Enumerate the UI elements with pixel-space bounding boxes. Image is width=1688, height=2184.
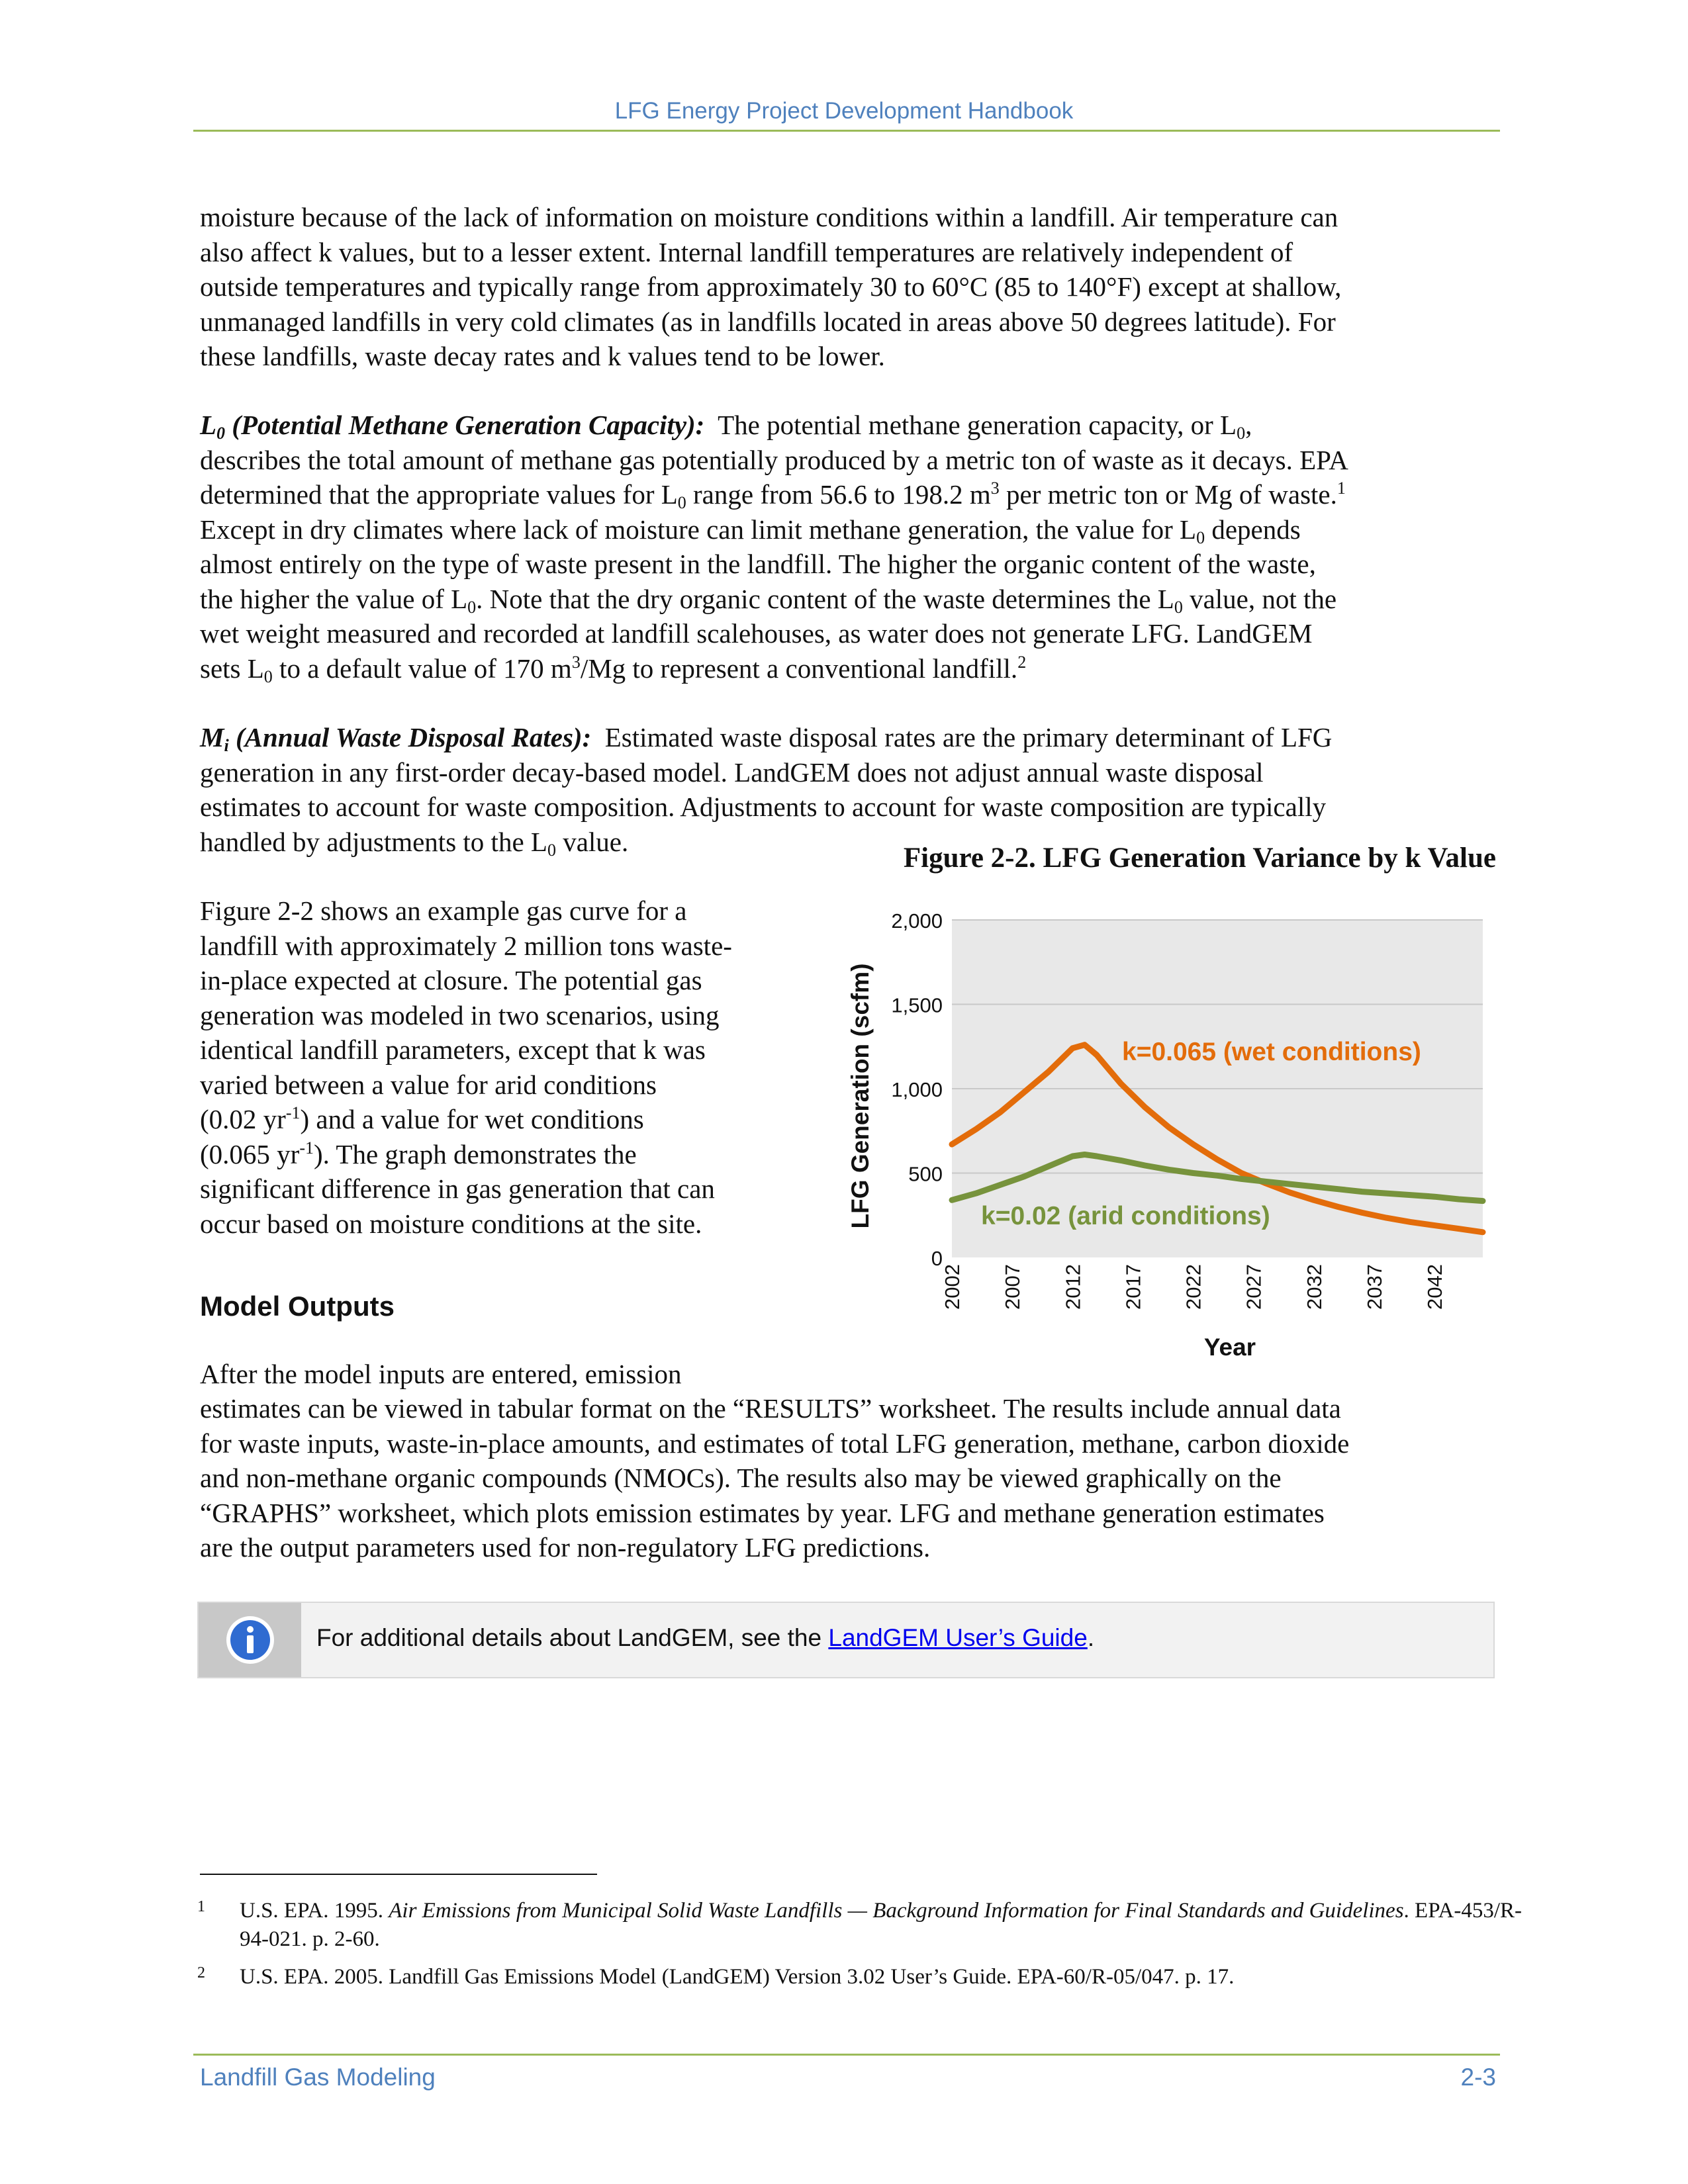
y-tick-label: 1,000 [891,1078,943,1101]
x-tick-label: 2027 [1242,1264,1266,1310]
footer-rule [193,2054,1500,2056]
paragraph-mi: $M_i$ (Annual Waste Disposal Rates): Estimated waste disposal rates are the primary determinant of LFG generation in any first-order decay-based model. LandGEM does not adjust annual waste disposal estimates to account for waste composition. Adjustments to account for waste composition are typically handled by adjustments to the $L_0$ value. [200,722,1333,860]
footnote-text: U.S. EPA. 1995. Air Emissions from Municipal Solid Waste Landfills — Background Information for Final Standards and Guidelines. EPA-453/R-94-021. p. 2-60. [240,1899,1523,1951]
x-tick-label: 2042 [1423,1264,1447,1310]
y-axis-title: LFG Generation (scfm) [847,963,874,1229]
footnote-number: 1 [197,1898,205,1915]
header-rule [193,130,1500,132]
l0-lead: $L_0$ (Potential Methane Generation Capacity): [200,410,705,443]
x-tick-label: 2012 [1061,1264,1085,1310]
x-tick-label: 2032 [1302,1264,1326,1310]
y-tick-label: 500 [908,1162,943,1186]
footnote-number: 2 [197,1964,205,1981]
y-axis-ticks [891,909,943,1270]
wet-series-label: k=0.065 (wet conditions) [1122,1038,1421,1066]
landgem-users-guide-link[interactable]: LandGEM User’s Guide [828,1624,1088,1651]
lfg-generation-chart [834,893,1496,1370]
footnote-separator [200,1874,597,1875]
paragraph-l0: $L_0$ (Potential Methane Generation Capacity): The potential methane generation capacity, or $L_0$, describes the total amount of methane gas potentially produced by a metric ton of waste as it decays. EPA determined that the appropriate values for $L_0$ range from 56.6 to 198.2 $m^3$ per metric ton or Mg of waste.$^1$ Except in dry climates where lack of moisture can limit methane generation, the value for $L_0$ depends almost entirely on the type of waste present in the landfill. The higher the organic content of the waste, the higher the value of $L_0$. Note that the dry organic content of the waste determines the $L_0$ value, not the wet weight measured and recorded at landfill scalehouses, as water does not generate LFG. LandGEM sets $L_0$ to a default value of 170 $m^3/Mg$ to represent a conventional landfill.$^2$ [200,410,1348,686]
x-tick-label: 2007 [1001,1264,1025,1310]
info-text: For additional details about LandGEM, see the LandGEM User’s Guide. [316,1624,1095,1651]
paragraph-outputs-line1: After the model inputs are entered, emission [200,1359,682,1389]
paragraph-k-values: moisture because of the lack of information on moisture conditions within a landfill. Air temperature can also affect k values, but to a lesser extent. Internal landfill temperatures are relatively independent of outside temperatures and typically range from approximately 30 to 60°C (85 to 140°F) except at shallow, unmanaged landfills in very cold climates (as in landfills located in areas above 50 degrees latitude). For these landfills, waste decay rates and k values tend to be lower. [200,202,1342,371]
mi-lead: $M_i$ (Annual Waste Disposal Rates): [200,722,592,755]
info-icon [225,1615,275,1665]
arid-series-label: k=0.02 (arid conditions) [981,1202,1270,1230]
paragraph-outputs-rest: estimates can be viewed in tabular format on the “RESULTS” worksheet. The results include annual data for waste inputs, waste-in-place amounts, and estimates of total LFG generation, methane, carbon dioxide and non-methane organic compounds (NMOCs). The results also may be viewed graphically on the “GRAPHS” worksheet, which plots emission estimates by year. LFG and methane generation estimates are the output parameters used for non-regulatory LFG predictions. [200,1393,1350,1563]
x-tick-label: 2037 [1362,1264,1386,1310]
y-tick-label: 2,000 [891,909,943,933]
y-tick-label: 0 [931,1247,943,1270]
info-icon-cell [199,1603,301,1677]
info-callout [197,1602,1495,1678]
x-tick-label: 2022 [1182,1264,1205,1310]
footer-page-number: 2-3 [1460,2064,1496,2091]
running-header: LFG Energy Project Development Handbook [614,98,1074,124]
section-heading-model-outputs: Model Outputs [200,1291,395,1322]
x-axis-ticks [941,1264,1446,1310]
x-axis-title: Year [1203,1334,1256,1361]
x-tick-label: 2017 [1121,1264,1145,1310]
footnote-text: U.S. EPA. 2005. Landfill Gas Emissions Model (LandGEM) Version 3.02 User’s Guide. EPA-60/R-05/047. p. 17. [240,1965,1235,1989]
paragraph-figure-description: Figure 2-2 shows an example gas curve for a landfill with approximately 2 million tons waste- in-place expected at closure. The potential gas generation was modeled in two scenarios, using identical landfill parameters, except that k was varied between a value for arid conditions (0.02 $yr^{-1}$) and a value for wet conditions (0.065 $yr^{-1}$). The graph demonstrates the significant difference in gas generation that can occur based on moisture conditions at the site. [200,895,732,1239]
footer-section-title: Landfill Gas Modeling [200,2064,436,2091]
y-tick-label: 1,500 [891,993,943,1017]
x-tick-label: 2002 [941,1264,964,1310]
figure-caption: Figure 2-2. LFG Generation Variance by k Value [903,842,1496,874]
